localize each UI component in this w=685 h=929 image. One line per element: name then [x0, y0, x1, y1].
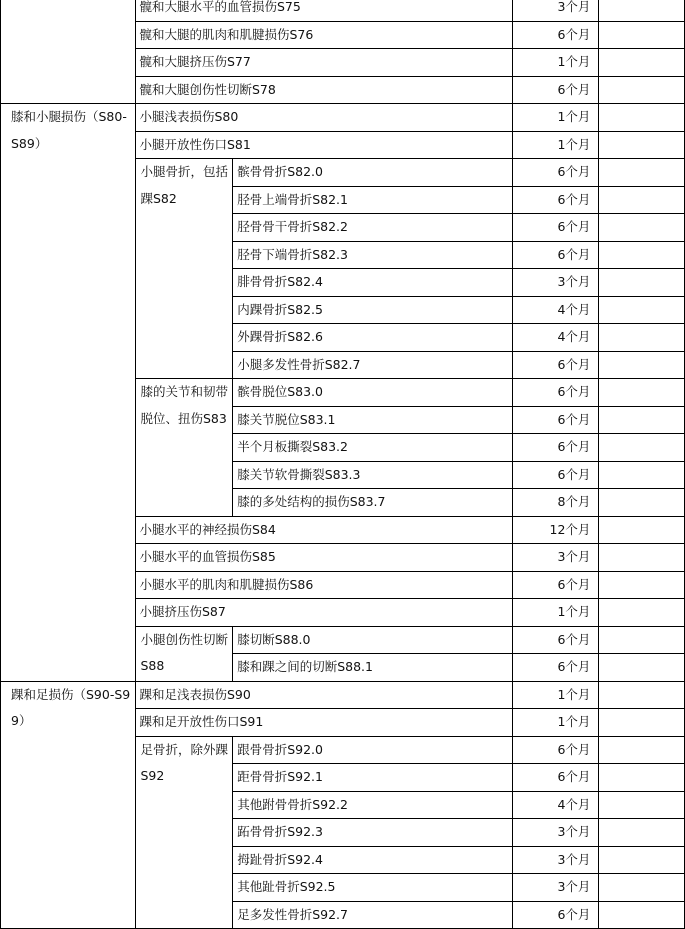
item-cell: 膝的多处结构的损伤S83.7 [233, 489, 512, 517]
duration-cell: 6个月 [512, 159, 599, 187]
duration-cell: 8个月 [512, 489, 599, 517]
duration-cell: 3个月 [512, 269, 599, 297]
duration-cell: 3个月 [512, 874, 599, 902]
item-cell: 足多发性骨折S92.7 [233, 901, 512, 929]
item-cell: 腓骨骨折S82.4 [233, 269, 512, 297]
subcategory-cell: 小腿创伤性切断S88 [135, 626, 233, 681]
duration-cell: 6个月 [512, 434, 599, 462]
item-cell: 拇趾骨折S92.4 [233, 846, 512, 874]
region-cell: 踝和足损伤（S90-S99） [1, 681, 136, 929]
item-cell: 胫骨上端骨折S82.1 [233, 186, 512, 214]
blank-cell [599, 489, 685, 517]
duration-cell: 3个月 [512, 819, 599, 847]
item-cell: 小腿开放性伤口S81 [135, 131, 512, 159]
duration-cell: 6个月 [512, 764, 599, 792]
item-cell: 膝和踝之间的切断S88.1 [233, 654, 512, 682]
item-cell: 膝关节软骨撕裂S83.3 [233, 461, 512, 489]
item-cell: 内踝骨折S82.5 [233, 296, 512, 324]
duration-cell: 6个月 [512, 76, 599, 104]
subcategory-cell: 小腿骨折，包括踝S82 [135, 159, 233, 379]
item-cell: 髋和大腿的肌肉和肌腱损伤S76 [135, 21, 512, 49]
duration-cell: 6个月 [512, 186, 599, 214]
blank-cell [599, 269, 685, 297]
duration-cell: 1个月 [512, 709, 599, 737]
duration-cell: 6个月 [512, 351, 599, 379]
blank-cell [599, 131, 685, 159]
duration-cell: 6个月 [512, 626, 599, 654]
region-cell [1, 0, 136, 104]
item-cell: 跟骨骨折S92.0 [233, 736, 512, 764]
blank-cell [599, 516, 685, 544]
blank-cell [599, 571, 685, 599]
item-cell: 髋和大腿水平的血管损伤S75 [135, 0, 512, 21]
subcategory-cell: 足骨折，除外踝S92 [135, 736, 233, 929]
duration-cell: 4个月 [512, 791, 599, 819]
item-cell: 距骨骨折S92.1 [233, 764, 512, 792]
duration-cell: 1个月 [512, 49, 599, 77]
duration-cell: 4个月 [512, 324, 599, 352]
item-cell: 髌骨脱位S83.0 [233, 379, 512, 407]
blank-cell [599, 296, 685, 324]
duration-cell: 1个月 [512, 104, 599, 132]
blank-cell [599, 654, 685, 682]
blank-cell [599, 379, 685, 407]
blank-cell [599, 626, 685, 654]
blank-cell [599, 434, 685, 462]
item-cell: 小腿水平的神经损伤S84 [135, 516, 512, 544]
subcategory-cell: 膝的关节和韧带脱位、扭伤S83 [135, 379, 233, 517]
duration-cell: 6个月 [512, 654, 599, 682]
blank-cell [599, 76, 685, 104]
item-cell: 踝和足浅表损伤S90 [135, 681, 512, 709]
blank-cell [599, 736, 685, 764]
item-cell: 小腿多发性骨折S82.7 [233, 351, 512, 379]
blank-cell [599, 461, 685, 489]
blank-cell [599, 49, 685, 77]
blank-cell [599, 214, 685, 242]
duration-cell: 6个月 [512, 214, 599, 242]
item-cell: 髋和大腿挤压伤S77 [135, 49, 512, 77]
item-cell: 胫骨骨干骨折S82.2 [233, 214, 512, 242]
blank-cell [599, 819, 685, 847]
blank-cell [599, 351, 685, 379]
item-cell: 小腿水平的肌肉和肌腱损伤S86 [135, 571, 512, 599]
duration-cell: 6个月 [512, 901, 599, 929]
duration-cell: 3个月 [512, 544, 599, 572]
duration-cell: 3个月 [512, 846, 599, 874]
item-cell: 小腿挤压伤S87 [135, 599, 512, 627]
blank-cell [599, 406, 685, 434]
item-cell: 髋和大腿创伤性切断S78 [135, 76, 512, 104]
item-cell: 其他趾骨折S92.5 [233, 874, 512, 902]
blank-cell [599, 0, 685, 21]
duration-cell: 6个月 [512, 241, 599, 269]
blank-cell [599, 159, 685, 187]
duration-cell: 3个月 [512, 0, 599, 21]
table-body [1, 0, 685, 929]
duration-cell: 1个月 [512, 599, 599, 627]
blank-cell [599, 846, 685, 874]
table-row [1, 104, 685, 132]
item-cell: 小腿水平的血管损伤S85 [135, 544, 512, 572]
item-cell: 半个月板撕裂S83.2 [233, 434, 512, 462]
duration-cell: 6个月 [512, 571, 599, 599]
item-cell: 其他跗骨骨折S92.2 [233, 791, 512, 819]
item-cell: 小腿浅表损伤S80 [135, 104, 512, 132]
item-cell: 跖骨骨折S92.3 [233, 819, 512, 847]
blank-cell [599, 599, 685, 627]
duration-cell: 4个月 [512, 296, 599, 324]
blank-cell [599, 681, 685, 709]
blank-cell [599, 324, 685, 352]
blank-cell [599, 544, 685, 572]
table-row [1, 681, 685, 709]
item-cell: 髌骨骨折S82.0 [233, 159, 512, 187]
item-cell: 膝切断S88.0 [233, 626, 512, 654]
blank-cell [599, 901, 685, 929]
blank-cell [599, 104, 685, 132]
duration-cell: 6个月 [512, 461, 599, 489]
duration-cell: 6个月 [512, 406, 599, 434]
duration-cell: 6个月 [512, 379, 599, 407]
duration-cell: 6个月 [512, 21, 599, 49]
item-cell: 外踝骨折S82.6 [233, 324, 512, 352]
item-cell: 踝和足开放性伤口S91 [135, 709, 512, 737]
table-row [1, 0, 685, 21]
region-cell: 膝和小腿损伤（S80-S89） [1, 104, 136, 682]
item-cell: 胫骨下端骨折S82.3 [233, 241, 512, 269]
duration-cell: 1个月 [512, 681, 599, 709]
blank-cell [599, 874, 685, 902]
duration-cell: 1个月 [512, 131, 599, 159]
blank-cell [599, 764, 685, 792]
blank-cell [599, 21, 685, 49]
blank-cell [599, 709, 685, 737]
blank-cell [599, 241, 685, 269]
blank-cell [599, 791, 685, 819]
duration-cell: 6个月 [512, 736, 599, 764]
duration-cell: 12个月 [512, 516, 599, 544]
item-cell: 膝关节脱位S83.1 [233, 406, 512, 434]
blank-cell [599, 186, 685, 214]
